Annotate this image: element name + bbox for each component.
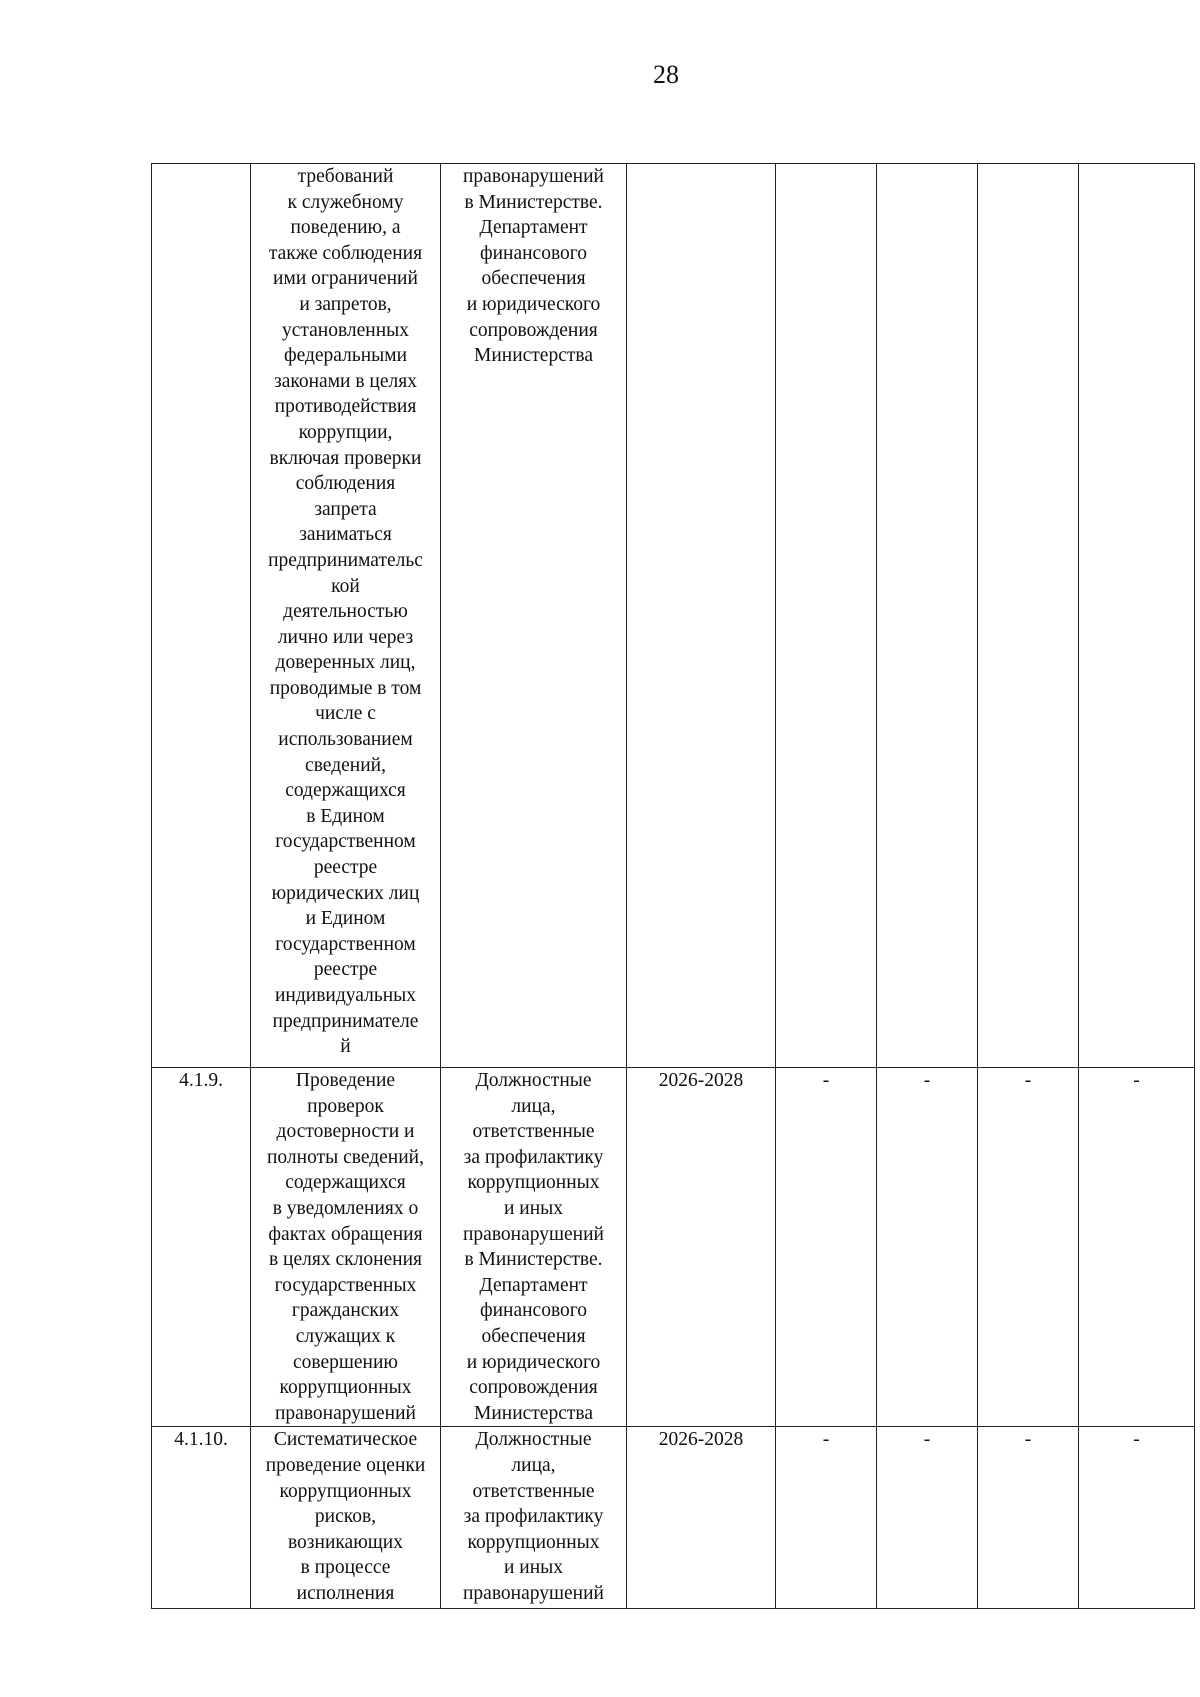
page-number: 28 [653, 60, 679, 89]
page-header [0, 0, 1200, 120]
value-cell: - [978, 1068, 1079, 1427]
measure-text: Систематическое проведение оценки коррупционных рисков, возникающих в процессе исполнения [265, 1429, 426, 1604]
measure-cell [251, 1068, 441, 1427]
value-cell [978, 164, 1079, 1068]
value-cell: - [1079, 1068, 1195, 1427]
value-cell: - [1079, 1427, 1195, 1609]
responsible-text: Должностные лица, ответственные за профилактику коррупционных и иных правонарушений [463, 1429, 604, 1604]
row-number: 4.1.9. [179, 1070, 223, 1091]
measure-cell [251, 1427, 441, 1609]
value-cell [1079, 164, 1195, 1068]
responsible-text: правонарушений в Министерстве. Департамент финансового обеспечения и юридического сопровождения Министерства [463, 166, 604, 367]
value-cell: - [776, 1068, 877, 1427]
table-row [152, 164, 1195, 1068]
responsible-cell [441, 164, 627, 1068]
row-number-cell [152, 1068, 251, 1427]
value-cell [877, 164, 978, 1068]
row-number-cell [152, 1427, 251, 1609]
measures-table [151, 163, 1195, 1609]
value-cell [776, 164, 877, 1068]
period-cell [627, 1427, 776, 1609]
value-cell: - [877, 1427, 978, 1609]
period-cell [627, 164, 776, 1068]
responsible-cell [441, 1427, 627, 1609]
table-row [152, 1427, 1195, 1609]
table-row [152, 1068, 1195, 1427]
period-text: 2026-2028 [658, 1429, 744, 1451]
responsible-text: Должностные лица, ответственные за профилактику коррупционных и иных правонарушений в Министерстве. Департамент финансового обеспечения и юридического сопровождения Министерства [463, 1070, 604, 1424]
value-cell: - [877, 1068, 978, 1427]
row-number: 4.1.10. [174, 1429, 228, 1451]
period-text: 2026-2028 [658, 1070, 744, 1091]
row-number-cell [152, 164, 251, 1068]
value-cell: - [776, 1427, 877, 1609]
value-cell: - [978, 1427, 1079, 1609]
responsible-cell [441, 1068, 627, 1427]
measure-cell [251, 164, 441, 1068]
period-cell [627, 1068, 776, 1427]
measure-text: требований к служебному поведению, а также соблюдения ими ограничений и запретов, установленных федеральными законами в целях противодействия коррупции, включая проверки соблюдения запрета заниматься предпринимательс кой деятельностью лично или через доверенных лиц, проводимые в том числе с использованием сведений, содержащихся в Едином государственном реестре юридических лиц и Едином государственном реестре индивидуальных предпринимателе й [268, 166, 423, 1058]
measure-text: Проведение проверок достоверности и полноты сведений, содержащихся в уведомлениях о фактах обращения в целях склонения государственных гражданских служащих к совершению коррупционных правонарушений [267, 1070, 424, 1424]
